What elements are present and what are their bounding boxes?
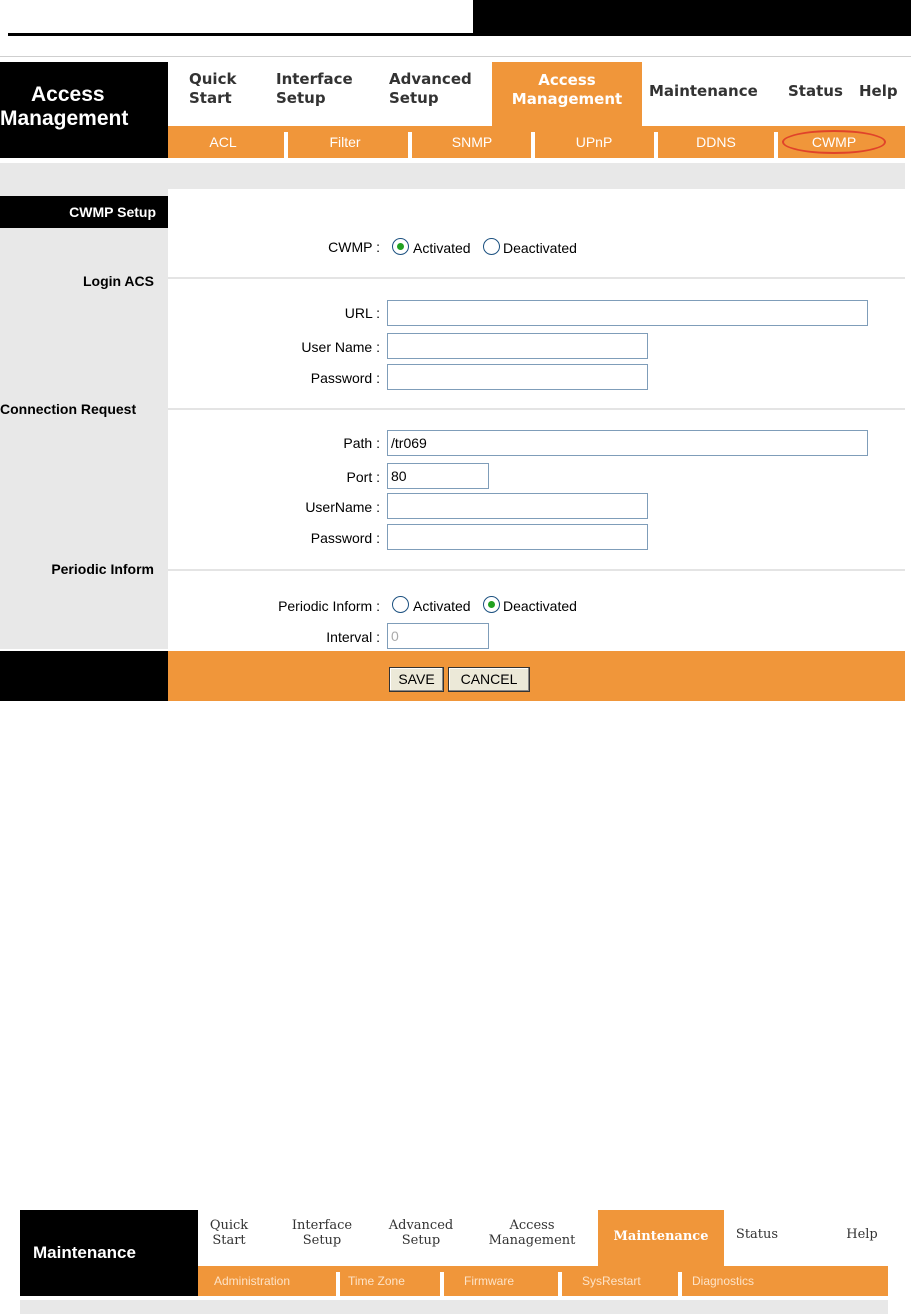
nav-label: Setup: [401, 1233, 441, 1248]
nav-label: Setup: [389, 89, 439, 107]
subnav-separator: [558, 1272, 562, 1296]
nav-label: Management: [488, 1233, 576, 1248]
section-divider: [168, 277, 905, 279]
nav-label: Setup: [276, 89, 326, 107]
acs-url-input[interactable]: [387, 300, 868, 326]
page-title: [0, 62, 168, 158]
subnav-separator: [654, 132, 658, 158]
port-label: Port :: [346, 469, 380, 485]
nav-advanced-setup[interactable]: [378, 1218, 464, 1248]
selection-highlight-circle: [782, 130, 886, 154]
nav-access-management[interactable]: [480, 1218, 584, 1248]
subnav-administration[interactable]: Administration: [214, 1274, 291, 1288]
nav-interface-setup[interactable]: [276, 70, 353, 108]
conn-username-input[interactable]: [387, 493, 648, 519]
periodic-inform-label: Periodic Inform :: [278, 598, 380, 614]
page-header-divider: [0, 56, 911, 57]
nav-label: Interface: [291, 1218, 353, 1233]
nav-label: Help: [859, 82, 898, 100]
nav-label: Access: [538, 71, 596, 89]
section-header-connection-request: Connection Request: [0, 401, 137, 417]
nav-help[interactable]: [842, 1227, 882, 1242]
subnav-separator: [531, 132, 535, 158]
cwmp-label: CWMP :: [328, 239, 380, 255]
nav-label: Advanced: [389, 70, 472, 88]
periodic-deactivated-radio[interactable]: [483, 596, 500, 613]
cwmp-deactivated-radio[interactable]: [483, 238, 500, 255]
conn-password-input[interactable]: [387, 524, 648, 550]
nav-label: Advanced: [388, 1218, 454, 1233]
nav-interface-setup[interactable]: [282, 1218, 362, 1248]
nav-label: Status: [735, 1227, 779, 1242]
page-title: Maintenance: [20, 1210, 198, 1296]
path-label: Path :: [343, 435, 380, 451]
nav-label: Start: [212, 1233, 246, 1248]
subnav-separator: [774, 132, 778, 158]
cwmp-deactivated-label: Deactivated: [503, 240, 577, 256]
acs-password-label: Password :: [310, 370, 380, 386]
nav-access-management[interactable]: [492, 62, 642, 126]
section-divider: [168, 408, 905, 410]
subnav-sysrestart[interactable]: SysRestart: [582, 1274, 641, 1288]
nav-label: Setup: [302, 1233, 342, 1248]
subnav-separator: [336, 1272, 340, 1296]
conn-username-label: UserName :: [305, 499, 380, 515]
path-input[interactable]: [387, 430, 868, 456]
conn-password-label: Password :: [310, 530, 380, 546]
subnav-separator: [440, 1272, 444, 1296]
nav-quick-start[interactable]: [189, 70, 236, 108]
nav-quick-start[interactable]: [204, 1218, 254, 1248]
nav-label: Help: [846, 1227, 878, 1242]
nav-advanced-setup[interactable]: [389, 70, 472, 108]
nav-maintenance[interactable]: [649, 82, 758, 101]
section-header-cwmp-setup: CWMP Setup: [0, 196, 168, 228]
periodic-activated-radio[interactable]: [392, 596, 409, 613]
page-header-block: [473, 0, 911, 36]
subnav-separator: [284, 132, 288, 158]
nav-label: Start: [189, 89, 232, 107]
nav-maintenance[interactable]: [598, 1210, 724, 1266]
subnav-filter[interactable]: Filter: [329, 134, 361, 150]
router-ui-panel-maintenance: [20, 1210, 888, 1314]
footer-bar: [168, 651, 905, 701]
interval-input[interactable]: [387, 623, 489, 649]
sub-navigation: [198, 1266, 888, 1296]
section-divider: [168, 569, 905, 571]
nav-status[interactable]: [788, 82, 843, 101]
subnav-acl[interactable]: ACL: [209, 134, 237, 150]
acs-username-input[interactable]: [387, 333, 648, 359]
section-header-login-acs: Login ACS: [82, 273, 154, 289]
page-header-rule: [8, 33, 473, 36]
port-input[interactable]: [387, 463, 489, 489]
page-title-line2: Management: [0, 107, 129, 130]
nav-label: Access: [509, 1218, 555, 1233]
cwmp-activated-label: Activated: [413, 240, 471, 256]
nav-label: Management: [511, 90, 623, 108]
footer-left: [0, 651, 168, 701]
subnav-separator: [408, 132, 412, 158]
subnav-ddns[interactable]: DDNS: [696, 134, 736, 150]
cancel-button[interactable]: CANCEL: [448, 667, 530, 692]
periodic-deactivated-label: Deactivated: [503, 598, 577, 614]
subnav-cwmp[interactable]: CWMP: [811, 134, 857, 150]
cwmp-activated-radio[interactable]: [392, 238, 409, 255]
subnav-time-zone[interactable]: Time Zone: [348, 1274, 405, 1288]
nav-label: Maintenance: [649, 82, 758, 100]
subnav-snmp[interactable]: SNMP: [451, 134, 493, 150]
subnav-upnp[interactable]: UPnP: [575, 134, 613, 150]
subnav-separator: [678, 1272, 682, 1296]
nav-help[interactable]: [859, 82, 898, 101]
subnav-firmware[interactable]: Firmware: [464, 1274, 514, 1288]
interval-label: Interval :: [326, 629, 380, 645]
nav-label: Quick: [189, 70, 237, 88]
acs-password-input[interactable]: [387, 364, 648, 390]
subnav-diagnostics[interactable]: Diagnostics: [692, 1274, 755, 1288]
acs-username-label: User Name :: [301, 339, 380, 355]
nav-label: Interface: [276, 70, 353, 88]
section-header-periodic-inform: Periodic Inform: [51, 561, 154, 577]
page-title-line1: Access: [31, 83, 105, 106]
nav-status[interactable]: [732, 1227, 782, 1242]
nav-label: Maintenance: [613, 1229, 709, 1244]
section-sidebar: [0, 189, 168, 649]
acs-url-label: URL :: [344, 305, 380, 321]
save-button[interactable]: SAVE: [389, 667, 444, 692]
content-top-bar: [20, 1300, 888, 1314]
nav-label: Quick: [209, 1218, 249, 1233]
nav-label: Status: [788, 82, 843, 100]
content-top-bar: [0, 163, 905, 189]
periodic-activated-label: Activated: [413, 598, 471, 614]
sub-navigation: [168, 126, 905, 158]
